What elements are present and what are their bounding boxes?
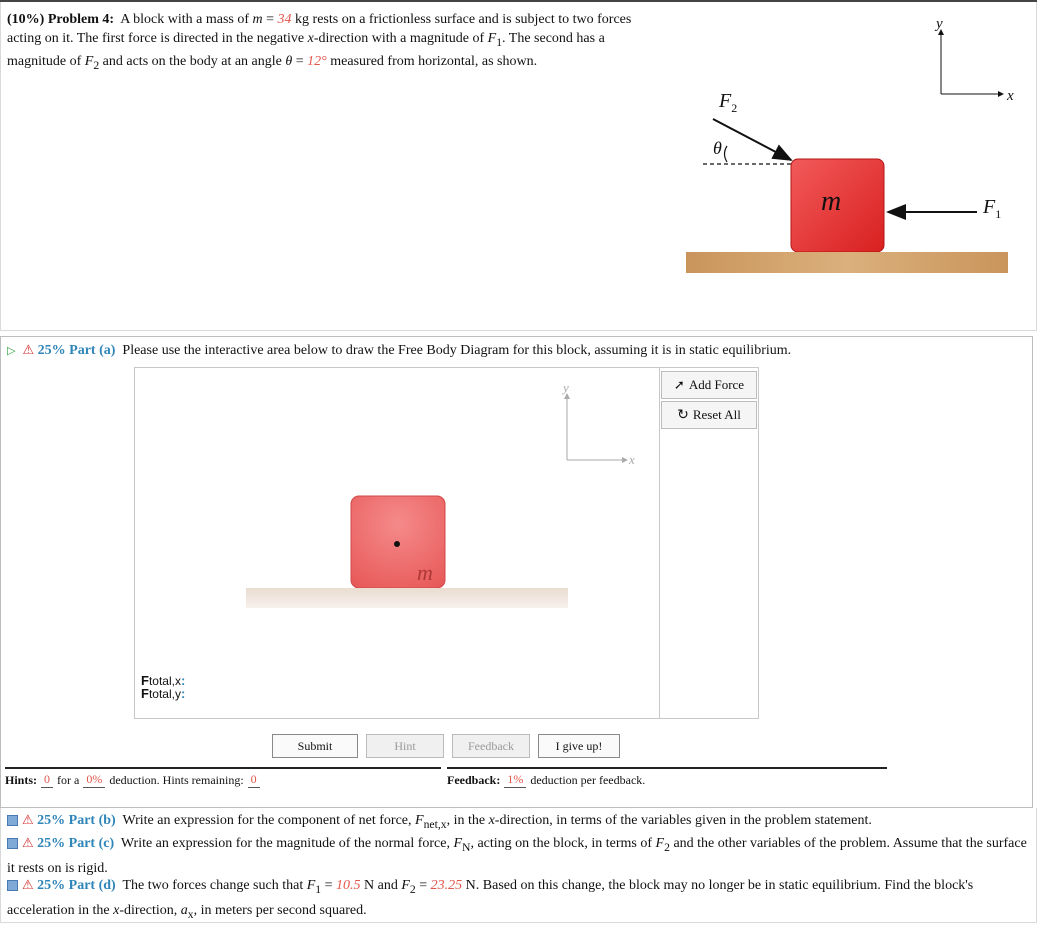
warning-icon: ⚠: [22, 835, 34, 850]
arrow-up-right-icon: ➚: [673, 377, 685, 392]
feedback-button[interactable]: Feedback: [452, 734, 530, 758]
part-d-f1-value: 10.5: [336, 878, 361, 893]
var-theta: θ: [285, 53, 293, 69]
diagram-f2-sub: 2: [731, 101, 738, 115]
ftotal-x-readout: Ftotal,x:: [141, 673, 186, 688]
ftotal-x-label: total,x: [148, 674, 181, 688]
reset-all-label: Reset All: [692, 407, 741, 422]
part-a-heading: [7, 342, 791, 359]
var-f2: F: [84, 53, 94, 69]
ftotal-x-letter: F: [141, 673, 149, 688]
part-d-unit: N: [364, 878, 375, 893]
hints-after-text: deduction. Hints remaining:: [109, 772, 244, 787]
collapsed-icon: [7, 880, 18, 891]
play-icon[interactable]: ▷: [7, 345, 16, 357]
warning-icon: ⚠: [22, 342, 35, 357]
part-d-percent: 25% Part (d): [37, 878, 116, 893]
warning-icon: ⚠: [22, 812, 34, 827]
eq-sign: =: [262, 12, 278, 27]
value-theta: 12°: [307, 53, 327, 69]
fbd-center-point[interactable]: [394, 541, 400, 547]
submit-button[interactable]: Submit: [272, 734, 358, 758]
ftotal-y-readout: Ftotal,y:: [141, 686, 186, 701]
part-d-f2-var: F: [401, 878, 410, 893]
problem-statement: [0, 2, 1037, 331]
hints-remaining: 0: [248, 772, 260, 788]
hints-for-a: for a: [57, 772, 80, 787]
problem-text-1: A block with a mass of: [120, 12, 250, 27]
answer-buttons: [272, 734, 628, 758]
part-a-panel: [0, 336, 1033, 808]
hints-label: Hints:: [5, 772, 38, 787]
problem-heading: (10%) Problem 4:: [7, 12, 115, 27]
part-d-eq-2: =: [415, 878, 431, 893]
diagram-f2-label: [719, 90, 737, 116]
part-c-f2-var: F: [655, 836, 665, 851]
diagram-theta-label: θ: [713, 138, 722, 158]
fbd-canvas[interactable]: [134, 367, 660, 719]
diagram-svg: [681, 16, 1031, 286]
part-c-text-3: and the other variables of the problem. Assume that the surface it rests on is rigid.: [7, 836, 1027, 876]
problem-text-4: . The second has a magnitude of: [7, 31, 605, 69]
part-c-row[interactable]: [7, 832, 1032, 879]
add-force-button[interactable]: [661, 371, 757, 399]
problem-text-3: -direction with a magnitude of: [313, 31, 485, 46]
ftotal-y-letter: F: [141, 686, 149, 701]
part-c-text-2: , acting on the block, in terms of: [470, 836, 653, 851]
part-d-text-3: -direction,: [119, 902, 178, 918]
diagram-surface: [686, 252, 1008, 273]
collapsed-icon: [7, 838, 18, 849]
hints-bar: [5, 767, 441, 791]
hint-button[interactable]: Hint: [366, 734, 444, 758]
diagram-mass-label: m: [821, 186, 842, 217]
hints-deduction: 0%: [83, 772, 105, 788]
remaining-parts: [0, 808, 1037, 923]
part-c-text-1: Write an expression for the magnitude of the normal force,: [120, 836, 450, 851]
part-d-eq-1: =: [321, 878, 337, 893]
fbd-mass-label: m: [417, 560, 433, 585]
reset-all-button[interactable]: [661, 401, 757, 429]
part-a-percent: 25% Part (a): [37, 343, 116, 358]
var-f1-sub: 1: [496, 35, 503, 49]
part-c-f-sub: N: [462, 840, 471, 854]
fbd-svg: [135, 368, 659, 718]
part-d-a-sub: x: [187, 907, 194, 921]
feedback-label: Feedback:: [447, 772, 501, 787]
feedback-bar: [447, 767, 887, 791]
part-b-text-3: -direction, in terms of the variables given in the problem statement.: [494, 813, 872, 828]
diagram-f1-sub: 1: [995, 207, 1002, 221]
var-m: m: [252, 12, 263, 27]
part-d-f2-value: 23.25: [430, 878, 463, 893]
problem-diagram: [681, 16, 1031, 286]
feedback-deduction: 1%: [504, 772, 526, 788]
part-c-f-var: F: [453, 836, 463, 851]
problem-text: (10%) Problem 4: A block with a mass of m = 34 kg rests on a frictionless surface and is subject to two forces acting on it. The first force is directed in the negative x-direction with a magnitude of $F_1$. The second has a magnitude of $F_2$ and acts on the body at an angle θ = 12° measured from horizontal, as shown.: [7, 12, 632, 72]
give-up-button[interactable]: I give up!: [538, 734, 620, 758]
feedback-after-text: deduction per feedback.: [530, 772, 646, 787]
part-d-text-1: The two forces change such that: [122, 878, 304, 893]
part-d-and: and: [377, 878, 398, 893]
fbd-tool-panel: [658, 367, 759, 719]
part-b-f-sub: net,x: [423, 817, 447, 831]
part-d-a-var: a: [180, 902, 188, 918]
fbd-y-label: y: [563, 380, 569, 395]
fbd-surface: [246, 588, 568, 608]
var-x: x: [307, 31, 314, 46]
part-b-percent: 25% Part (b): [37, 813, 116, 828]
part-b-f-var: F: [415, 813, 424, 828]
var-f2-sub: 2: [93, 58, 100, 72]
part-b-row[interactable]: [7, 809, 1032, 835]
part-d-f2-sub: 2: [409, 882, 416, 896]
var-f1: F: [487, 31, 497, 46]
collapsed-icon: [7, 815, 18, 826]
warning-icon: ⚠: [22, 877, 34, 892]
fbd-x-label: x: [629, 452, 635, 467]
diagram-x-label: x: [1007, 88, 1014, 104]
problem-text-2: kg rests on a frictionless surface and is subject to two forces acting on it. The first force is directed in the negative: [7, 12, 632, 46]
hints-count: 0: [41, 772, 53, 788]
ftotal-y-label: total,y: [148, 687, 181, 701]
part-d-f1-var: F: [306, 878, 316, 893]
theta-arc: [725, 146, 728, 162]
part-d-text-2: N. Based on this change, the block may no longer be in static equilibrium. Find the block's acceleration in the: [7, 878, 974, 918]
part-d-text-4: , in meters per second squared.: [193, 902, 367, 918]
part-b-text-2: , in the: [446, 813, 486, 828]
diagram-f2-letter: F: [719, 90, 732, 112]
add-force-label: Add Force: [688, 377, 745, 392]
part-d-x-var: x: [113, 902, 120, 918]
part-b-text-1: Write an expression for the component of net force,: [122, 813, 412, 828]
reset-icon: ↻: [677, 407, 689, 423]
problem-text-6: measured from horizontal, as shown.: [330, 53, 538, 69]
diagram-f1-letter: F: [983, 196, 996, 218]
diagram-y-label: y: [936, 16, 943, 32]
part-a-text: Please use the interactive area below to draw the Free Body Diagram for this block, assuming it is in static equilibrium.: [122, 343, 792, 358]
part-d-row[interactable]: [7, 874, 1032, 925]
part-b-x-var: x: [488, 813, 495, 828]
diagram-f1-label: [983, 196, 1001, 222]
part-d-f1-sub: 1: [315, 882, 322, 896]
part-c-percent: 25% Part (c): [37, 836, 115, 851]
part-c-f2-sub: 2: [664, 840, 670, 854]
value-mass: 34: [277, 12, 292, 27]
problem-text-5: and acts on the body at an angle: [102, 53, 282, 69]
